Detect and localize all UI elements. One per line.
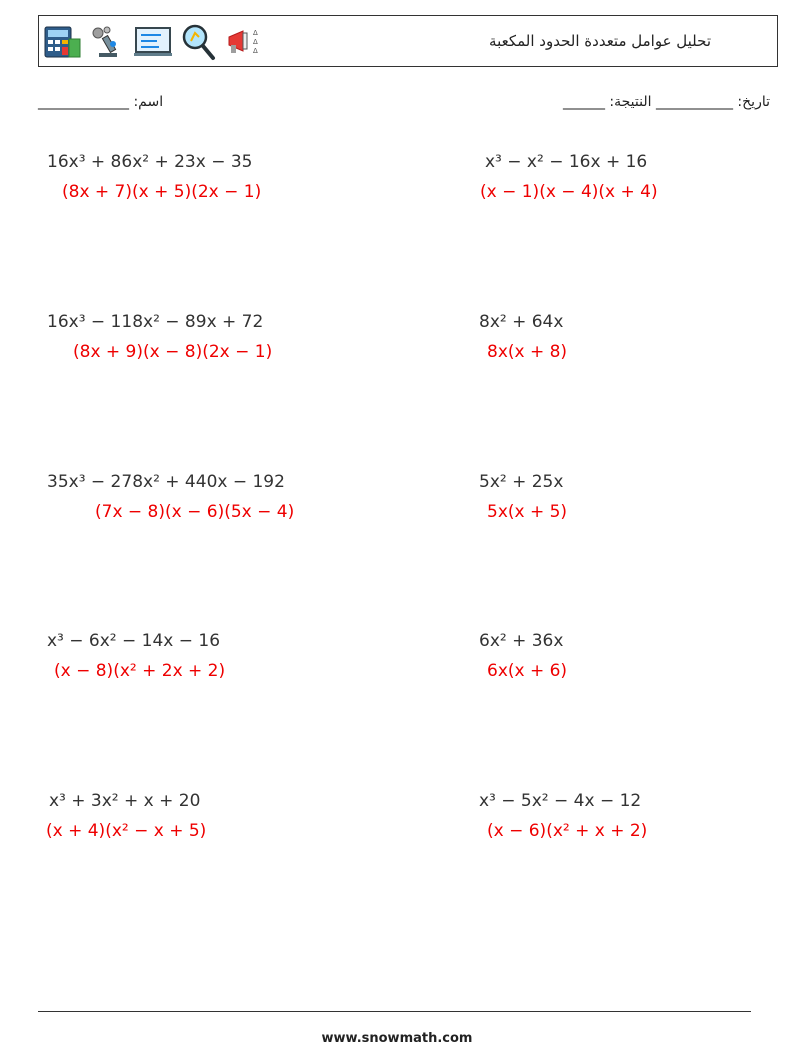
calculator-icon [43,25,81,59]
svg-text:Δ: Δ [253,38,258,46]
problem-3-answer: (8x + 9)(x − 8)(2x − 1) [73,342,273,362]
problem-9-answer: (x + 4)(x² − x + 5) [46,821,207,841]
problem-question: x³ − 5x² − 4x − 12 [479,791,642,811]
problem-6-answer: 5x(x + 5) [487,502,568,522]
problem-question: x³ − x² − 16x + 16 [485,152,648,172]
problem-10-answer: (x − 6)(x² + x + 2) [487,821,648,841]
worksheet-header [38,15,778,67]
problem-7 [47,631,220,651]
problem-question: 16x³ + 86x² + 23x − 35 [47,152,253,172]
svg-text:Δ: Δ [253,47,258,55]
problem-4 [479,312,563,332]
whiteboard-icon [133,25,173,59]
problem-4-answer: 8x(x + 8) [487,342,568,362]
magnifier-icon [181,23,217,61]
problem-2 [485,152,647,172]
problem-8-answer: 6x(x + 6) [487,661,568,681]
problem-question: 8x² + 64x [479,312,564,332]
problem-question: 5x² + 25x [479,472,564,492]
problem-8 [479,631,563,651]
megaphone-icon [225,25,265,59]
problem-question: x³ + 3x² + x + 20 [49,791,201,811]
problem-1-answer: (8x + 7)(x + 5)(2x − 1) [62,182,262,202]
problem-10 [479,791,641,811]
problem-question: 6x² + 36x [479,631,564,651]
footer-site-link[interactable]: www.snowmath.com [321,1031,473,1046]
problem-1 [47,152,253,172]
problem-7-answer: (x − 8)(x² + 2x + 2) [54,661,226,681]
problem-2-answer: (x − 1)(x − 4)(x + 4) [480,182,658,202]
problem-question: x³ − 6x² − 14x − 16 [47,631,221,651]
worksheet-title: تحليل عوامل متعددة الحدود المكعبة [489,32,711,50]
science-tools-icon [89,24,125,60]
problem-question: 16x³ − 118x² − 89x + 72 [47,312,264,332]
problem-5 [47,472,285,492]
problem-5-answer: (7x − 8)(x − 6)(5x − 4) [95,502,295,522]
problem-6 [479,472,563,492]
problem-3 [47,312,263,332]
svg-text:Δ: Δ [253,29,258,37]
problem-question: 35x³ − 278x² + 440x − 192 [47,472,285,492]
footer-divider [38,1011,751,1012]
name-field: _____________ :اسم [38,94,164,110]
date-score-field: ______ :تاريخ: ___________ النتيجة [562,94,770,110]
problem-9 [49,791,200,811]
header-icons [43,22,265,62]
